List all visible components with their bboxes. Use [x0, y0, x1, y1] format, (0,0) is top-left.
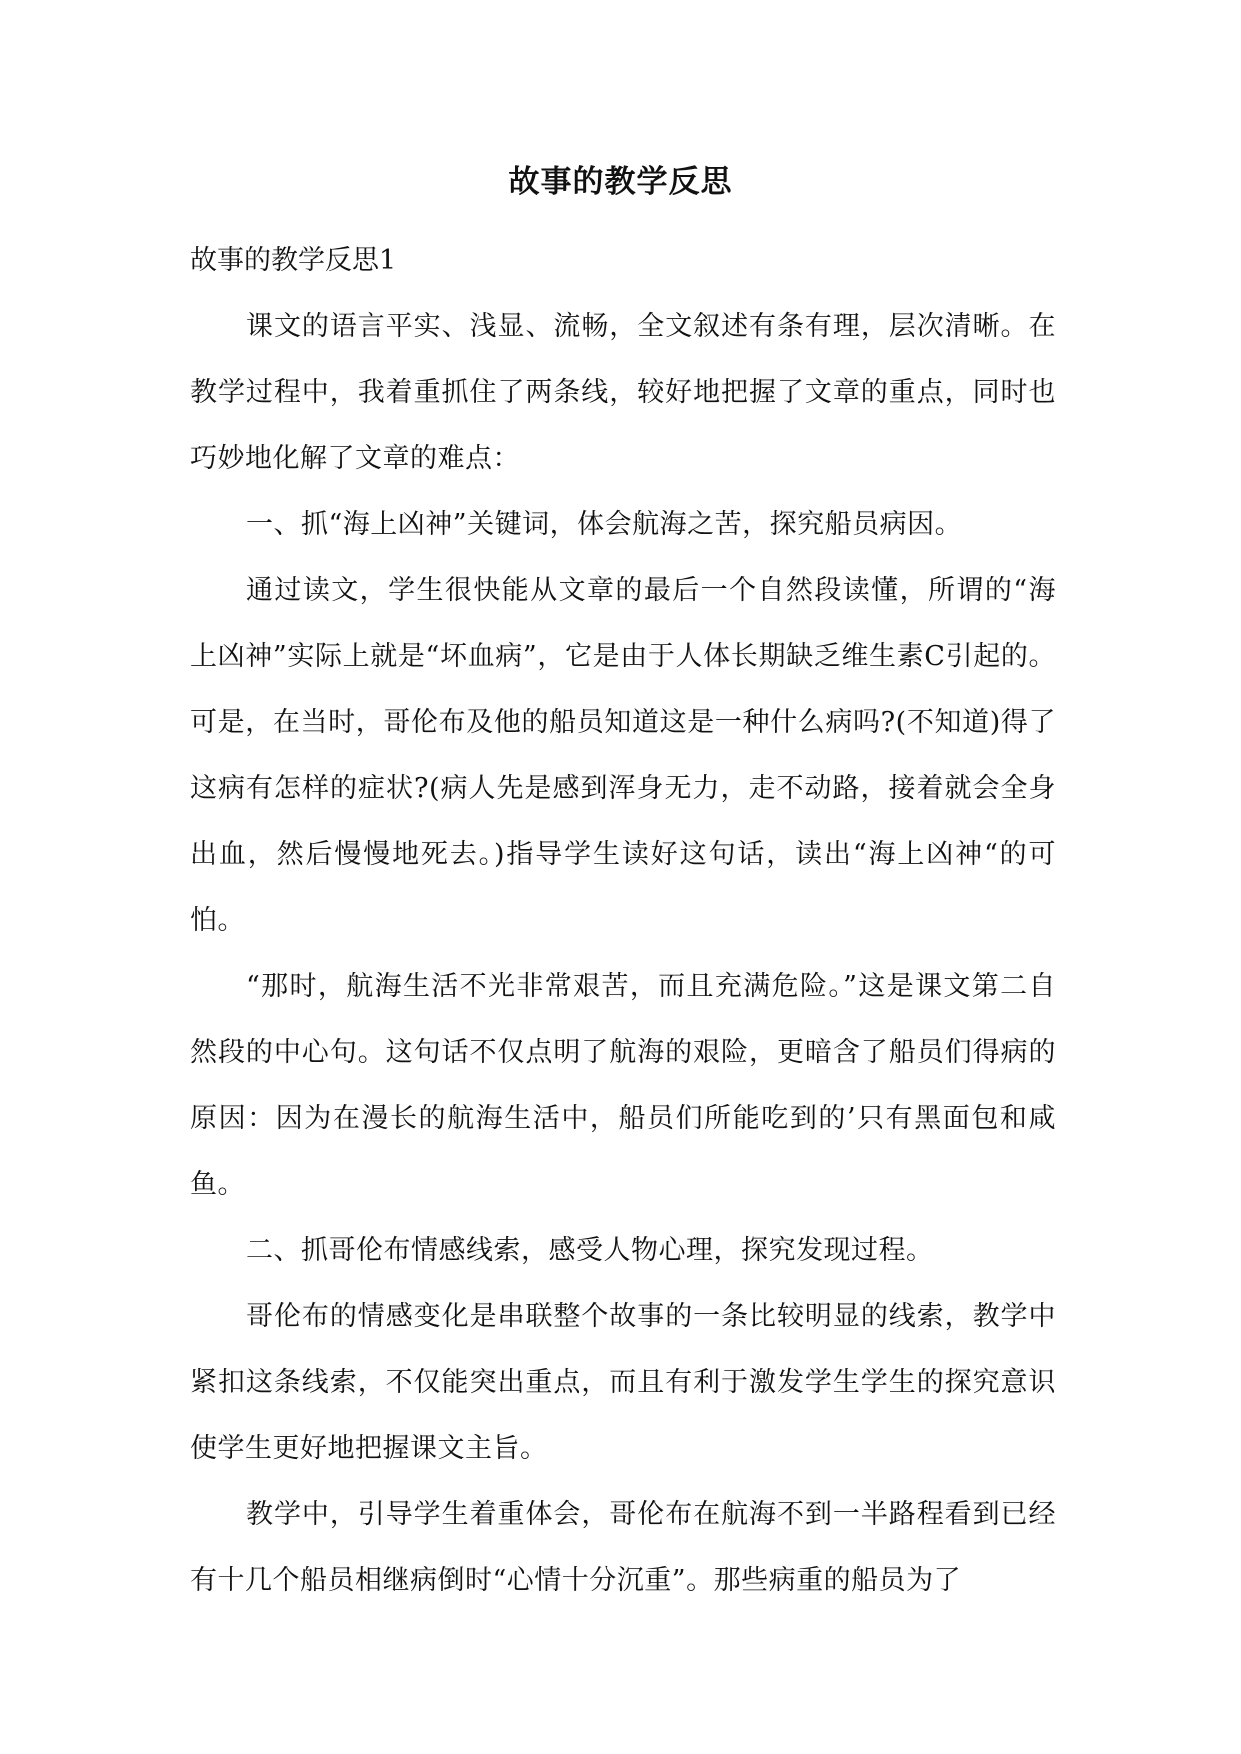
document-title: 故事的教学反思: [508, 164, 733, 200]
section-heading: 故事的教学反思1: [190, 245, 397, 276]
paragraph-central-sentence: “那时，航海生活不光非常艰苦，而且充满危险。”这是课文第二自然段的中心句。这句话不仅点明了航海的艰险，更暗含了船员们得病的原因：因为在漫长的航海生活中，船员们所能吃到的’只有黑面包和咸鱼。: [190, 971, 1056, 1200]
paragraph-point-one-detail: 通过读文，学生很快能从文章的最后一个自然段读懂，所谓的“海上凶神”实际上就是“坏血病”，它是由于人体长期缺乏维生素C引起的。可是，在当时，哥伦布及他的船员知道这是一种什么病吗?(不知道)得了这病有怎样的症状?(病人先是感到浑身无力，走不动路，接着就会全身出血，然后慢慢地死去。)指导学生读好这句话，读出“海上凶神“的可怕。: [190, 575, 1056, 936]
paragraph-intro: 课文的语言平实、浅显、流畅，全文叙述有条有理，层次清晰。在教学过程中，我着重抓住了两条线，较好地把握了文章的重点，同时也巧妙地化解了文章的难点：: [190, 311, 1056, 474]
paragraph-emotion-clue: 哥伦布的情感变化是串联整个故事的一条比较明显的线索，教学中紧扣这条线索，不仅能突出重点，而且有利于激发学生学生的探究意识使学生更好地把握课文主旨。: [190, 1301, 1056, 1464]
paragraph-teaching-detail: 教学中，引导学生着重体会，哥伦布在航海不到一半路程看到已经有十几个船员相继病倒时“心情十分沉重”。那些病重的船员为了: [190, 1499, 1056, 1596]
paragraph-point-two-heading: 二、抓哥伦布情感线索，感受人物心理，探究发现过程。: [246, 1235, 934, 1266]
document-body: [190, 228, 1056, 1614]
paragraph-point-one-heading: 一、抓“海上凶神”关键词，体会航海之苦，探究船员病因。: [246, 509, 963, 540]
